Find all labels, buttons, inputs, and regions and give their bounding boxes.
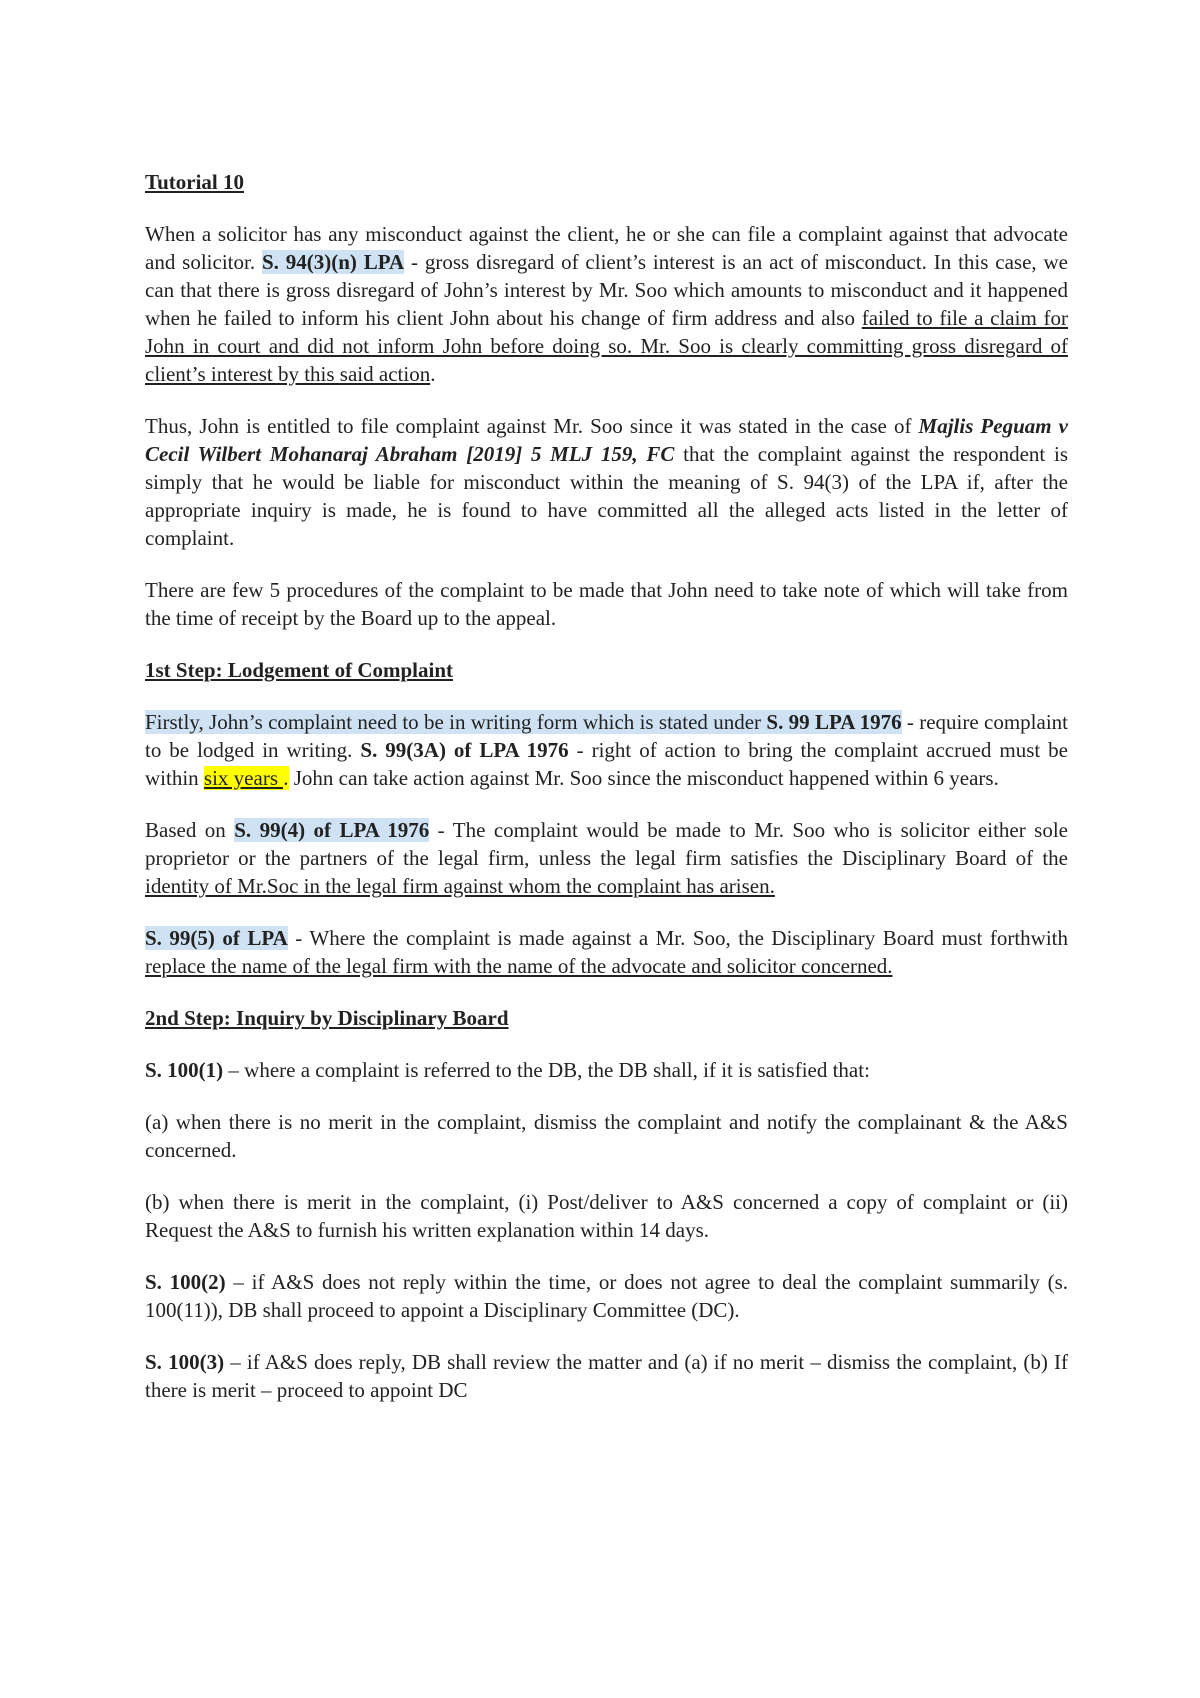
- paragraph: [145, 412, 1068, 552]
- document-title: [145, 168, 1068, 196]
- text-run: - right of action to bring the complaint accrued must be within: [145, 738, 1068, 790]
- text-run: - gross disregard of client’s interest is an act of misconduct. In this case, we can that there is gross disregard of John’s interest by Mr. Soo which amounts to misconduct and it happened when he failed to inform his client John about his change of firm address and also: [145, 250, 1068, 330]
- text-run: – if A&S does not reply within the time, or does not agree to deal the complaint summarily (s. 100(11)), DB shall proceed to appoint a Disciplinary Committee (DC).: [145, 1270, 1069, 1322]
- text-run: - require complaint to be lodged in writing.: [145, 710, 1069, 762]
- section-heading: [145, 1004, 1068, 1032]
- text-run: replace the name of the legal firm with the name of the advocate and solicitor concerned.: [145, 954, 893, 978]
- text-run: John can take action against Mr. Soo since the misconduct happened within 6 years.: [288, 766, 999, 790]
- paragraph: [145, 1056, 1068, 1084]
- section-heading: [145, 656, 1068, 684]
- highlighted-text: S. 99(5) of LPA: [145, 926, 288, 950]
- highlighted-text: Firstly, John’s complaint need to be in writing form which is stated under: [145, 710, 767, 734]
- text-run: 2nd Step: Inquiry by Disciplinary Board: [145, 1006, 509, 1030]
- paragraph: [145, 576, 1068, 632]
- text-run: 1st Step: Lodgement of Complaint: [145, 658, 453, 682]
- paragraph: [145, 816, 1068, 900]
- text-run: failed to file a claim for John in court and did not inform John before doing so. Mr. Soo is clearly committing gross disregard of client’s interest by this said action: [145, 306, 1069, 386]
- text-run: Based on: [145, 818, 235, 842]
- text-run: identity of Mr.Soc in the legal firm against whom the complaint has arisen.: [145, 874, 775, 898]
- text-run: – if A&S does reply, DB shall review the matter and (a) if no merit – dismiss the complaint, (b) If there is merit – proceed to appoint DC: [145, 1350, 1068, 1402]
- case-citation: Majlis Peguam v Cecil Wilbert Mohanaraj Abraham [2019] 5 MLJ 159, FC: [145, 414, 1068, 466]
- text-run: S. 100(3): [145, 1350, 225, 1374]
- text-run: .: [430, 362, 436, 386]
- text-run: S. 99(3A) of LPA 1976: [360, 738, 569, 762]
- highlighted-text: .: [283, 766, 289, 790]
- paragraph: [145, 1348, 1068, 1404]
- document-page: [145, 168, 1068, 1428]
- paragraph: [145, 1268, 1068, 1324]
- text-run: - Where the complaint is made against a Mr. Soo, the Disciplinary Board must forthwith: [287, 926, 1068, 950]
- text-run: S. 100(2): [145, 1270, 226, 1294]
- text-run: – where a complaint is referred to the DB, the DB shall, if it is satisfied that:: [223, 1058, 870, 1082]
- text-run: When a solicitor has any misconduct against the client, he or she can file a complaint against that advocate and solicitor.: [145, 222, 1068, 274]
- text-run: Thus, John is entitled to file complaint against Mr. Soo since it was stated in the case of: [145, 414, 919, 438]
- highlighted-text: S. 99 LPA 1976: [766, 710, 902, 734]
- highlighted-text: six years: [203, 766, 284, 790]
- paragraph: [145, 924, 1068, 980]
- text-run: that the complaint against the respondent is simply that he would be liable for misconduct within the meaning of S. 94(3) of the LPA if, after the appropriate inquiry is made, he is found to have committed all the alleged acts listed in the letter of complaint.: [145, 442, 1068, 550]
- paragraph: [145, 220, 1068, 388]
- text-run: (a) when there is no merit in the complaint, dismiss the complaint and notify the complainant & the A&S concerned.: [145, 1110, 1068, 1162]
- text-run: S. 100(1): [145, 1058, 224, 1082]
- text-run: Tutorial 10: [145, 170, 244, 194]
- text-run: There are few 5 procedures of the complaint to be made that John need to take note of which will take from the time of receipt by the Board up to the appeal.: [145, 578, 1068, 630]
- text-run: - The complaint would be made to Mr. Soo who is solicitor either sole proprietor or the partners of the legal firm, unless the legal firm satisfies the Disciplinary Board of the: [145, 818, 1068, 870]
- highlighted-text: S. 99(4) of LPA 1976: [234, 818, 430, 842]
- text-run: (b) when there is merit in the complaint, (i) Post/deliver to A&S concerned a copy of complaint or (ii) Request the A&S to furnish his written explanation within 14 days.: [145, 1190, 1068, 1242]
- paragraph: [145, 1108, 1068, 1164]
- paragraph: [145, 1188, 1068, 1244]
- highlighted-text: S. 94(3)(n) LPA: [261, 250, 405, 274]
- paragraph: [145, 708, 1068, 792]
